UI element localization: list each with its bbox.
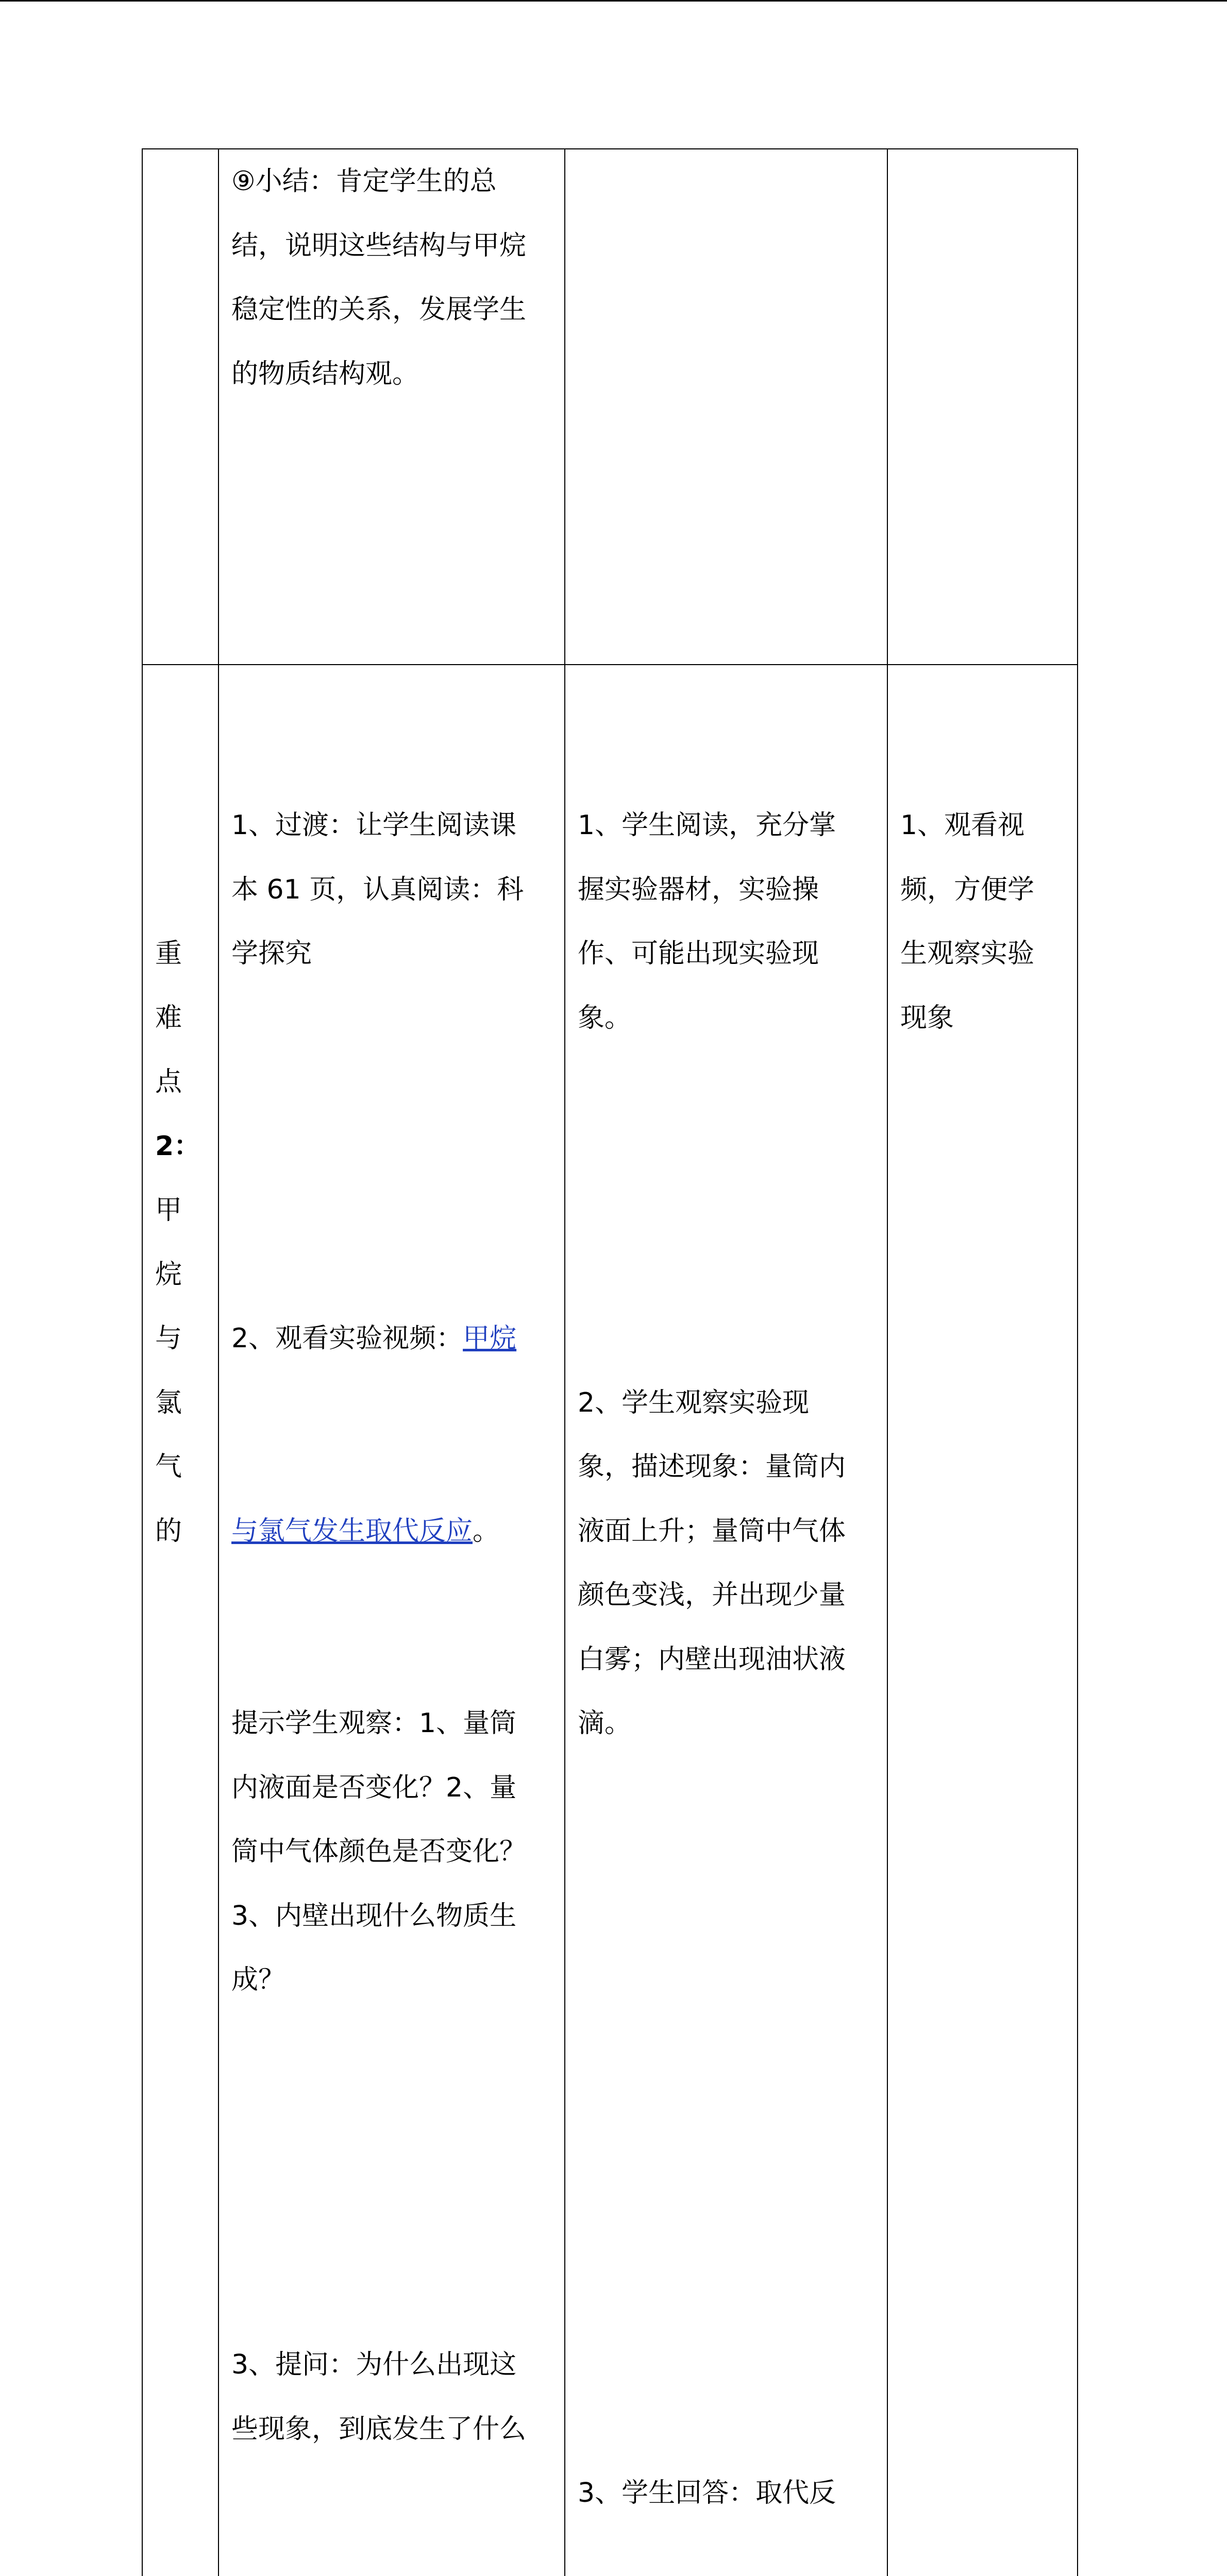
design-line: 1、观看视 (900, 810, 1025, 841)
teacher-activity-text (219, 665, 564, 2576)
side-label-char: 烷 (155, 1259, 182, 1290)
student-line: 象。 (578, 1002, 632, 1033)
summary-line: 结，说明这些结构与甲烷 (231, 230, 527, 261)
student-line: 2、学生观察实验现 (578, 1387, 810, 1418)
video-suffix: 。 (473, 1515, 500, 1547)
side-label-cell-empty (142, 149, 218, 665)
teacher-line: 学探究 (231, 938, 312, 969)
video-line (231, 1307, 554, 1371)
student-line: 3、学生回答：取代反 (578, 2478, 836, 2509)
table-row (142, 665, 1078, 2576)
teacher-line: 本 61 页，认真阅读：科 (231, 874, 524, 905)
student-line: 滴。 (578, 1708, 632, 1739)
teacher-line: 提示学生观察：1、量筒 (231, 1708, 517, 1739)
student-line: 1、学生阅读，充分掌 (578, 810, 836, 841)
design-intent-text (888, 409, 1077, 1178)
summary-text (219, 0, 564, 406)
student-line: 白雾；内壁出现油状液 (578, 1643, 846, 1675)
side-label-char: 氯 (155, 1387, 182, 1418)
side-label-char: 气 (155, 1451, 182, 1482)
side-label-char: 重 (155, 938, 182, 969)
side-label-char: 2： (155, 1130, 201, 1162)
video-link-continued[interactable]: 与氯气发生取代反应 (231, 1515, 473, 1547)
teacher-line: 3、提问：为什么出现这 (231, 2349, 517, 2380)
student-line: 液面上升；量筒中气体 (578, 1515, 846, 1547)
video-prefix: 2、观看实验视频： (231, 1323, 463, 1354)
side-label-char: 甲 (155, 1195, 182, 1226)
summary-line: 的物质结构观。 (231, 358, 419, 389)
student-activity-cell-empty (565, 149, 887, 665)
student-line: 颜色变浅，并出现少量 (578, 1580, 846, 1611)
side-label-char: 与 (155, 1323, 182, 1354)
teacher-line: 筒中气体颜色是否变化？ (231, 1836, 527, 1867)
lesson-plan-table (142, 148, 1078, 2576)
teacher-line: 些现象，到底发生了什么 (231, 2413, 527, 2445)
student-line: 握实验器材，实验操 (578, 874, 819, 905)
summary-line: 稳定性的关系，发展学生 (231, 294, 527, 325)
side-label-char: 点 (155, 1066, 182, 1097)
video-link[interactable]: 甲烷 (463, 1323, 517, 1354)
design-line: 生观察实验 (900, 938, 1035, 969)
student-line: 象，描述现象：量筒内 (578, 1451, 846, 1482)
design-intent-cell (887, 665, 1078, 2576)
side-label-char: 难 (155, 1002, 182, 1033)
design-line: 现象 (900, 1002, 954, 1033)
teacher-line: 3、内壁出现什么物质生 (231, 1900, 517, 1931)
side-label-char: 的 (155, 1515, 182, 1547)
key-point-label (143, 665, 218, 1563)
teacher-activity-cell (218, 665, 565, 2576)
design-line: 频，方便学 (900, 874, 1035, 905)
student-line: 作、可能出现实验现 (578, 938, 819, 969)
student-activity-text (565, 665, 887, 2576)
teacher-line: 1、过渡：让学生阅读课 (231, 810, 517, 841)
student-activity-cell (565, 665, 887, 2576)
teacher-activity-cell (218, 149, 565, 665)
teacher-line: 成？ (231, 1964, 285, 1995)
summary-line: ⑨小结：肯定学生的总 (231, 166, 497, 197)
page-top-border (0, 0, 1227, 2)
teacher-line: 内液面是否变化？2、量 (231, 1772, 517, 1803)
side-label-cell (142, 665, 218, 2576)
